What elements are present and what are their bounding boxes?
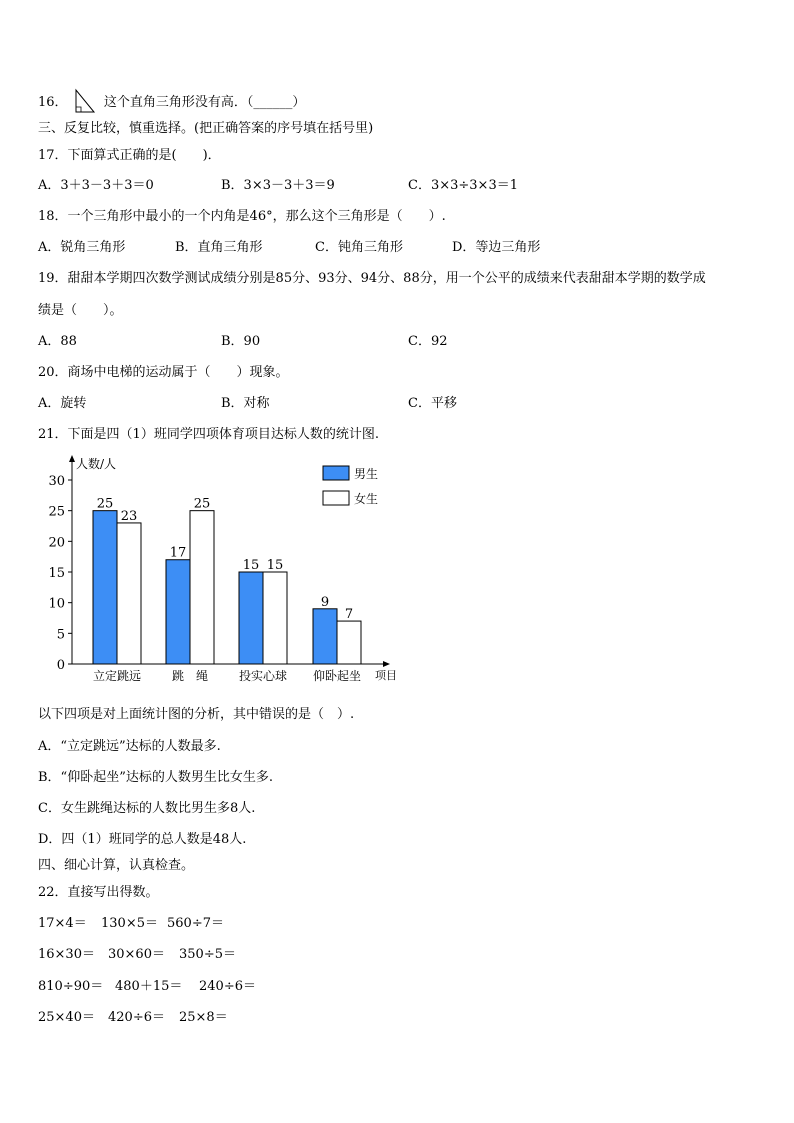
bar-boys xyxy=(166,560,190,664)
question-17-options xyxy=(38,177,758,195)
option-a[interactable]: A．旋转 xyxy=(38,396,87,411)
question-20-stem: 20．商场中电梯的运动属于（ ）现象。 xyxy=(38,365,289,380)
legend-swatch xyxy=(323,466,349,480)
calc-row xyxy=(38,915,758,933)
question-18-options xyxy=(38,239,758,257)
bar-chart xyxy=(38,452,408,692)
legend-swatch xyxy=(323,491,349,505)
question-21-option-b[interactable]: B．“仰卧起坐”达标的人数男生比女生多. xyxy=(38,770,273,785)
calc-item: 350÷5＝ xyxy=(179,947,236,962)
calc-item: 810÷90＝ xyxy=(38,979,104,994)
data-label: 23 xyxy=(120,508,138,524)
question-21-stem: 21．下面是四（1）班同学四项体育项目达标人数的统计图. xyxy=(38,427,379,442)
y-axis-label: 人数/人 xyxy=(76,457,117,471)
y-tick-label: 20 xyxy=(48,535,65,551)
category-label: 跳 绳 xyxy=(171,669,209,683)
calc-item: 17×4＝ xyxy=(38,916,87,931)
y-tick-label: 25 xyxy=(48,504,65,520)
question-21-analysis: 以下四项是对上面统计图的分析，其中错误的是（ ）. xyxy=(38,707,355,722)
question-16 xyxy=(38,88,305,114)
data-label: 15 xyxy=(242,558,260,573)
calc-item: 130×5＝ xyxy=(101,916,158,931)
y-tick-label: 5 xyxy=(56,627,65,643)
calc-item: 560÷7＝ xyxy=(167,916,224,931)
y-tick-label: 15 xyxy=(48,566,65,581)
option-b[interactable]: B．直角三角形 xyxy=(175,240,263,255)
calc-item: 420÷6＝ xyxy=(108,1010,165,1025)
legend-label: 女生 xyxy=(354,492,379,506)
section-4-header: 四、细心计算，认真检查。 xyxy=(38,858,195,873)
legend-label: 男生 xyxy=(354,467,379,481)
data-label: 25 xyxy=(96,496,114,512)
bar-boys xyxy=(93,511,117,664)
x-axis-label: 项目 xyxy=(375,669,397,682)
question-17-stem: 17．下面算式正确的是( )． xyxy=(38,148,221,163)
data-label: 25 xyxy=(193,496,211,512)
question-22-stem: 22．直接写出得数。 xyxy=(38,885,159,900)
option-c[interactable]: C．92 xyxy=(408,334,448,349)
y-tick-label: 10 xyxy=(48,596,65,612)
calc-row xyxy=(38,946,758,964)
question-21-option-a[interactable]: A．“立定跳远”达标的人数最多. xyxy=(38,739,221,754)
calc-row xyxy=(38,978,758,996)
data-label: 9 xyxy=(320,594,330,610)
x-axis-arrow xyxy=(383,661,390,667)
data-label: 17 xyxy=(169,545,187,561)
question-19-options xyxy=(38,333,758,351)
bar-girls xyxy=(263,572,287,664)
calc-row xyxy=(38,1009,758,1027)
option-b[interactable]: B．3×3－3＋3＝9 xyxy=(221,178,335,193)
question-19-stem-line-2: 绩是（ ）。 xyxy=(38,303,123,318)
data-label: 15 xyxy=(266,558,284,573)
category-label: 投实心球 xyxy=(238,669,288,683)
right-triangle-figure xyxy=(74,88,96,114)
section-3-header: 三、反复比较，慎重选择。(把正确答案的序号填在括号里) xyxy=(38,121,374,136)
calc-item: 30×60＝ xyxy=(108,947,165,962)
option-a[interactable]: A．88 xyxy=(38,334,77,349)
calc-item: 16×30＝ xyxy=(38,947,95,962)
question-19-stem-line-1: 19．甜甜本学期四次数学测试成绩分别是85分、93分、94分、88分，用一个公平的成绩来代表甜甜本学期的数学成 xyxy=(38,271,706,286)
option-c[interactable]: C．平移 xyxy=(408,396,457,411)
category-label: 立定跳远 xyxy=(92,669,142,683)
calc-item: 480＋15＝ xyxy=(115,979,183,994)
bar-boys xyxy=(239,572,263,664)
option-b[interactable]: B．对称 xyxy=(221,396,270,411)
calc-item: 240÷6＝ xyxy=(199,979,256,994)
question-21-option-c[interactable]: C．女生跳绳达标的人数比男生多8人. xyxy=(38,801,256,816)
question-18-stem: 18．一个三角形中最小的一个内角是46°，那么这个三角形是（ ）. xyxy=(38,209,446,224)
bar-girls xyxy=(337,621,361,664)
data-label: 7 xyxy=(344,607,354,623)
question-16-number: 16． xyxy=(38,95,68,110)
option-a[interactable]: A．3＋3－3＋3＝0 xyxy=(38,178,154,193)
option-d[interactable]: D．等边三角形 xyxy=(452,240,541,255)
option-c[interactable]: C．3×3÷3×3＝1 xyxy=(408,178,518,193)
calc-item: 25×8＝ xyxy=(179,1010,228,1025)
option-a[interactable]: A．锐角三角形 xyxy=(38,240,126,255)
option-b[interactable]: B．90 xyxy=(221,334,261,349)
question-20-options xyxy=(38,395,758,413)
question-21-option-d[interactable]: D．四（1）班同学的总人数是48人. xyxy=(38,832,247,847)
bar-boys xyxy=(313,609,337,664)
question-16-text: 这个直角三角形没有高．（______） xyxy=(103,95,306,110)
y-tick-label: 0 xyxy=(56,658,65,673)
y-tick-label: 30 xyxy=(48,474,65,489)
bar-girls xyxy=(117,523,141,664)
bar-girls xyxy=(190,511,214,664)
option-c[interactable]: C．钝角三角形 xyxy=(315,240,403,255)
category-label: 仰卧起坐 xyxy=(312,669,362,683)
y-axis-arrow xyxy=(69,455,75,462)
calc-item: 25×40＝ xyxy=(38,1010,95,1025)
